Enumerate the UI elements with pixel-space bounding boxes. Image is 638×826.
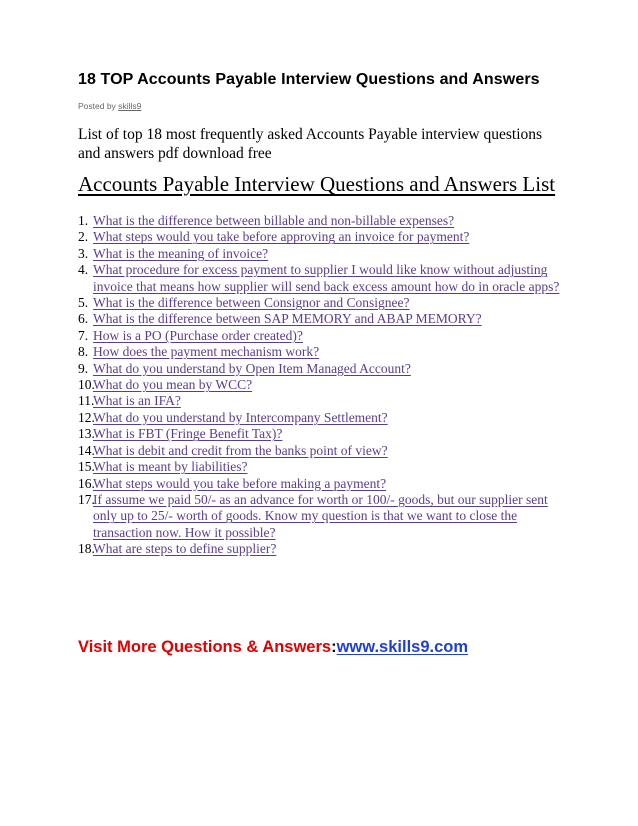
question-item [78, 295, 568, 311]
question-link[interactable]: What do you understand by Intercompany Settlement? [93, 409, 388, 425]
question-link[interactable]: What is the difference between Consignor and Consignee? [93, 295, 410, 311]
intro-paragraph: List of top 18 most frequently asked Accounts Payable interview questions and answers pdf download free [78, 126, 543, 162]
question-item [78, 393, 568, 409]
question-link[interactable]: What is meant by liabilities? [93, 459, 248, 475]
question-number: 3. [78, 245, 89, 261]
question-link[interactable]: If assume we paid 50/- as an advance for worth or 100/- goods, but our supplier sent only up to 25/- worth of goods. Know my question is that we want to close the transaction now. How it possible? [93, 491, 548, 540]
question-link[interactable]: How is a PO (Purchase order created)? [93, 327, 303, 343]
question-item [78, 492, 568, 541]
question-number: 5. [78, 295, 89, 311]
question-link[interactable]: What is an IFA? [93, 393, 181, 409]
question-item [78, 410, 568, 426]
question-number: 4. [78, 262, 89, 278]
question-item [78, 229, 568, 245]
question-item [78, 246, 568, 262]
visit-more-line [78, 638, 468, 657]
question-item [78, 262, 568, 295]
question-item [78, 213, 568, 229]
question-item [78, 541, 568, 557]
question-link[interactable]: What do you understand by Open Item Managed Account? [93, 360, 411, 376]
author-link[interactable]: skills9 [118, 101, 142, 111]
question-number: 10. [78, 377, 95, 393]
question-link[interactable]: What steps would you take before approving an invoice for payment? [93, 229, 470, 245]
question-link[interactable]: How does the payment mechanism work? [93, 344, 320, 360]
question-number: 8. [78, 344, 89, 360]
question-link[interactable]: What steps would you take before making a payment? [93, 475, 387, 491]
question-item [78, 328, 568, 344]
website-link[interactable]: www.skills9.com [336, 638, 469, 656]
question-link[interactable]: What is FBT (Fringe Benefit Tax)? [93, 426, 283, 442]
question-item [78, 311, 568, 327]
question-number: 12. [78, 409, 95, 425]
question-number: 1. [78, 213, 89, 228]
question-number: 15. [78, 459, 95, 475]
question-link[interactable]: What are steps to define supplier? [93, 541, 277, 557]
question-number: 16. [78, 475, 95, 491]
question-number: 18. [78, 541, 95, 557]
question-item [78, 443, 568, 459]
posted-by-label: Posted by [78, 101, 116, 111]
question-item [78, 426, 568, 442]
question-number: 7. [78, 327, 89, 343]
question-link[interactable]: What is debit and credit from the banks point of view? [93, 442, 388, 458]
question-number: 14. [78, 442, 95, 458]
list-heading: Accounts Payable Interview Questions and Answers List [78, 172, 556, 196]
question-number: 6. [78, 311, 89, 327]
question-number: 9. [78, 360, 89, 376]
question-item [78, 459, 568, 475]
question-link[interactable]: What is the difference between billable and non-billable expenses? [93, 213, 455, 228]
question-link[interactable]: What is the difference between SAP MEMORY and ABAP MEMORY? [93, 311, 482, 327]
question-item [78, 377, 568, 393]
question-link[interactable]: What do you mean by WCC? [93, 377, 253, 393]
visit-more-colon: : [331, 638, 337, 656]
question-list [78, 213, 568, 558]
question-link[interactable]: What procedure for excess payment to supplier I would like know without adjusting invoice that means how supplier will send back excess amount how do in oracle apps? [93, 262, 560, 294]
question-number: 2. [78, 229, 89, 245]
question-item [78, 344, 568, 360]
question-item [78, 476, 568, 492]
page-title: 18 TOP Accounts Payable Interview Questions and Answers [78, 71, 540, 88]
question-number: 17. [78, 491, 95, 507]
question-item [78, 361, 568, 377]
question-number: 11. [78, 393, 95, 409]
question-link[interactable]: What is the meaning of invoice? [93, 245, 269, 261]
posted-by-line [78, 101, 141, 111]
visit-more-label: Visit More Questions & Answers [78, 638, 332, 656]
question-number: 13. [78, 426, 95, 442]
